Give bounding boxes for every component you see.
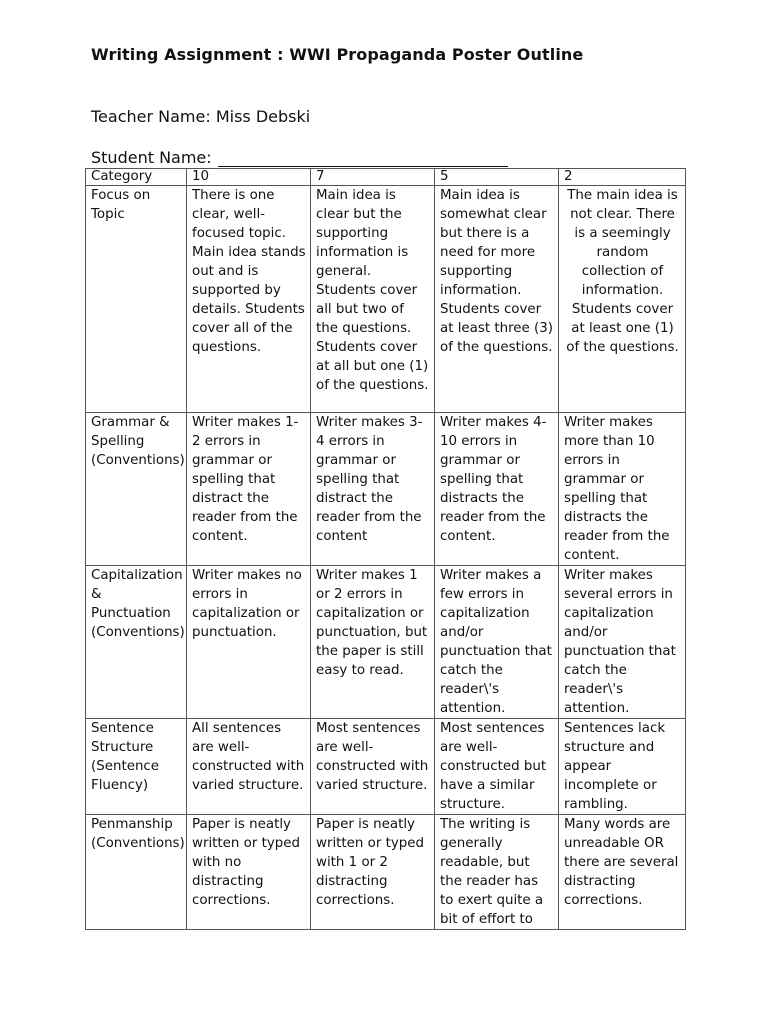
rubric-cell: Most sentences are well-constructed but have a similar structure. xyxy=(435,719,559,815)
row-category: Grammar & Spelling (Conventions) xyxy=(86,413,187,566)
student-name-label: Student Name: xyxy=(91,148,212,167)
header-category: Category xyxy=(86,169,187,186)
row-category: Sentence Structure (Sentence Fluency) xyxy=(86,719,187,815)
rubric-cell: Writer makes 1 or 2 errors in capitalization or punctuation, but the paper is still easy to read. xyxy=(311,566,435,719)
rubric-cell: The writing is generally readable, but the reader has to exert quite a bit of effort to xyxy=(435,815,559,930)
document-title: Writing Assignment : WWI Propaganda Poster Outline xyxy=(91,45,584,64)
rubric-cell: All sentences are well-constructed with varied structure. xyxy=(187,719,311,815)
rubric-row-focus xyxy=(86,186,686,413)
header-score-10: 10 xyxy=(187,169,311,186)
rubric-row-capitalization xyxy=(86,566,686,719)
rubric-cell: Writer makes 4-10 errors in grammar or spelling that distracts the reader from the content. xyxy=(435,413,559,566)
rubric-cell: Writer makes 1-2 errors in grammar or spelling that distract the reader from the content. xyxy=(187,413,311,566)
rubric-cell: Writer makes no errors in capitalization or punctuation. xyxy=(187,566,311,719)
rubric-cell: Writer makes more than 10 errors in grammar or spelling that distracts the reader from the content. xyxy=(559,413,686,566)
teacher-name-line: Teacher Name: Miss Debski xyxy=(91,107,311,126)
rubric-cell: Main idea is clear but the supporting information is general. Students cover all but two of the questions. Students cover at all but one (1) of the questions. xyxy=(311,186,435,413)
rubric-cell: Paper is neatly written or typed with 1 or 2 distracting corrections. xyxy=(311,815,435,930)
header-score-7: 7 xyxy=(311,169,435,186)
rubric-cell: Writer makes several errors in capitalization and/or punctuation that catch the reader\'s attention. xyxy=(559,566,686,719)
rubric-cell: Main idea is somewhat clear but there is a need for more supporting information. Students cover at least three (3) of the questions. xyxy=(435,186,559,413)
student-name-line xyxy=(91,148,508,167)
rubric-header-row xyxy=(86,169,686,186)
rubric-cell: Writer makes a few errors in capitalization and/or punctuation that catch the reader\'s attention. xyxy=(435,566,559,719)
row-category: Focus on Topic xyxy=(86,186,187,413)
rubric-row-sentence xyxy=(86,719,686,815)
rubric-cell: Most sentences are well-constructed with varied structure. xyxy=(311,719,435,815)
rubric-cell: Writer makes 3-4 errors in grammar or spelling that distract the reader from the content xyxy=(311,413,435,566)
header-score-5: 5 xyxy=(435,169,559,186)
rubric-cell: Sentences lack structure and appear incomplete or rambling. xyxy=(559,719,686,815)
rubric-row-penmanship xyxy=(86,815,686,930)
row-category: Penmanship (Conventions) xyxy=(86,815,187,930)
rubric-cell: The main idea is not clear. There is a seemingly random collection of information. Students cover at least one (1) of the questions. xyxy=(559,186,686,413)
rubric-cell: Many words are unreadable OR there are several distracting corrections. xyxy=(559,815,686,930)
header-score-2: 2 xyxy=(559,169,686,186)
rubric-cell: There is one clear, well-focused topic. Main idea stands out and is supported by details. Students cover all of the questions. xyxy=(187,186,311,413)
rubric-row-grammar xyxy=(86,413,686,566)
row-category: Capitalization & Punctuation (Conventions) xyxy=(86,566,187,719)
rubric-table xyxy=(85,168,686,930)
student-name-blank xyxy=(218,150,508,167)
rubric-cell: Paper is neatly written or typed with no distracting corrections. xyxy=(187,815,311,930)
